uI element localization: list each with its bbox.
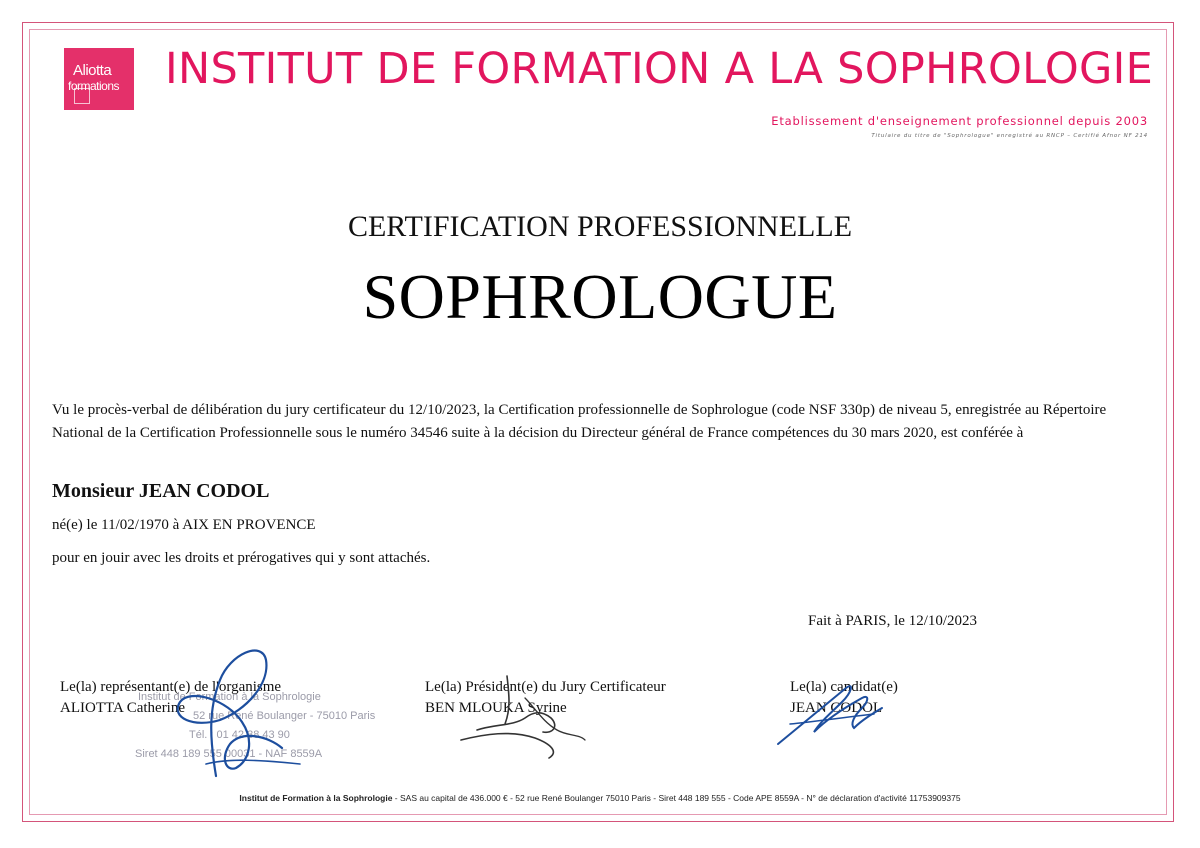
rights-statement: pour en jouir avec les droits et prérogatives qui y sont attachés. [52, 550, 431, 566]
stamp-line-4: Siret 448 189 555 00031 - NAF 8559A [135, 748, 323, 760]
certificate-body-text: Vu le procès-verbal de délibération du jury certificateur du 12/10/2023, la Certification professionnelle de Sophrologue (code NSF 330p) de niveau 5, enregistrée au Répertoire National de la Certification Professionnelle sous le numéro 34546 suite à la décision du Directeur général de France compétences du 30 mars 2020, est conférée à [52, 402, 1107, 441]
place-and-date: Fait à PARIS, le 12/10/2023 [808, 613, 978, 629]
candidate-signatory: JEAN CODOL [790, 700, 883, 716]
organisation-role: Le(la) représentant(e) de l'organisme [60, 679, 282, 695]
footer-legal [0, 793, 1200, 803]
organisation-handwritten-signature [150, 640, 310, 780]
institute-tagline: Etablissement d'enseignement professionnel depuis 2003 [771, 114, 1148, 128]
jury-handwritten-signature [455, 668, 595, 763]
rncp-note: Titulaire du titre de "Sophrologue" enregistré au RNCP – Certifié Afnor NF 214 [871, 133, 1148, 139]
stamp-line-3: Tél. : 01 42 38 43 90 [189, 729, 290, 741]
logo-line2: formations [68, 79, 120, 93]
candidate-role: Le(la) candidat(e) [790, 679, 898, 695]
jury-signatory: BEN MLOUKA Syrine [425, 700, 567, 716]
logo-line1: Aliotta [73, 62, 112, 79]
qualification-title: SOPHROLOGUE [362, 261, 838, 332]
stamp-line-2: 52 rue René Boulanger - 75010 Paris [193, 710, 376, 722]
institute-title: INSTITUT DE FORMATION A LA SOPHROLOGIE [165, 44, 1154, 94]
organisation-signatory: ALIOTTA Catherine [60, 700, 186, 716]
recipient-name: Monsieur JEAN CODOL [52, 480, 270, 502]
certificate-title: CERTIFICATION PROFESSIONNELLE [347, 210, 853, 243]
aliotta-logo [64, 48, 134, 110]
jury-role: Le(la) Président(e) du Jury Certificateur [425, 679, 666, 695]
footer-institute-name: Institut de Formation à la Sophrologie [239, 793, 393, 803]
logo-square-mark [74, 88, 90, 104]
candidate-handwritten-signature [770, 668, 890, 753]
stamp-line-1: Institut de Formation à la Sophrologie [138, 691, 321, 703]
birth-info: né(e) le 11/02/1970 à AIX EN PROVENCE [52, 517, 316, 533]
footer-details: - SAS au capital de 436.000 € - 52 rue René Boulanger 75010 Paris - Siret 448 189 555 - Code APE 8559A - N° de déclaration d'activité 11753909375 [392, 793, 961, 803]
